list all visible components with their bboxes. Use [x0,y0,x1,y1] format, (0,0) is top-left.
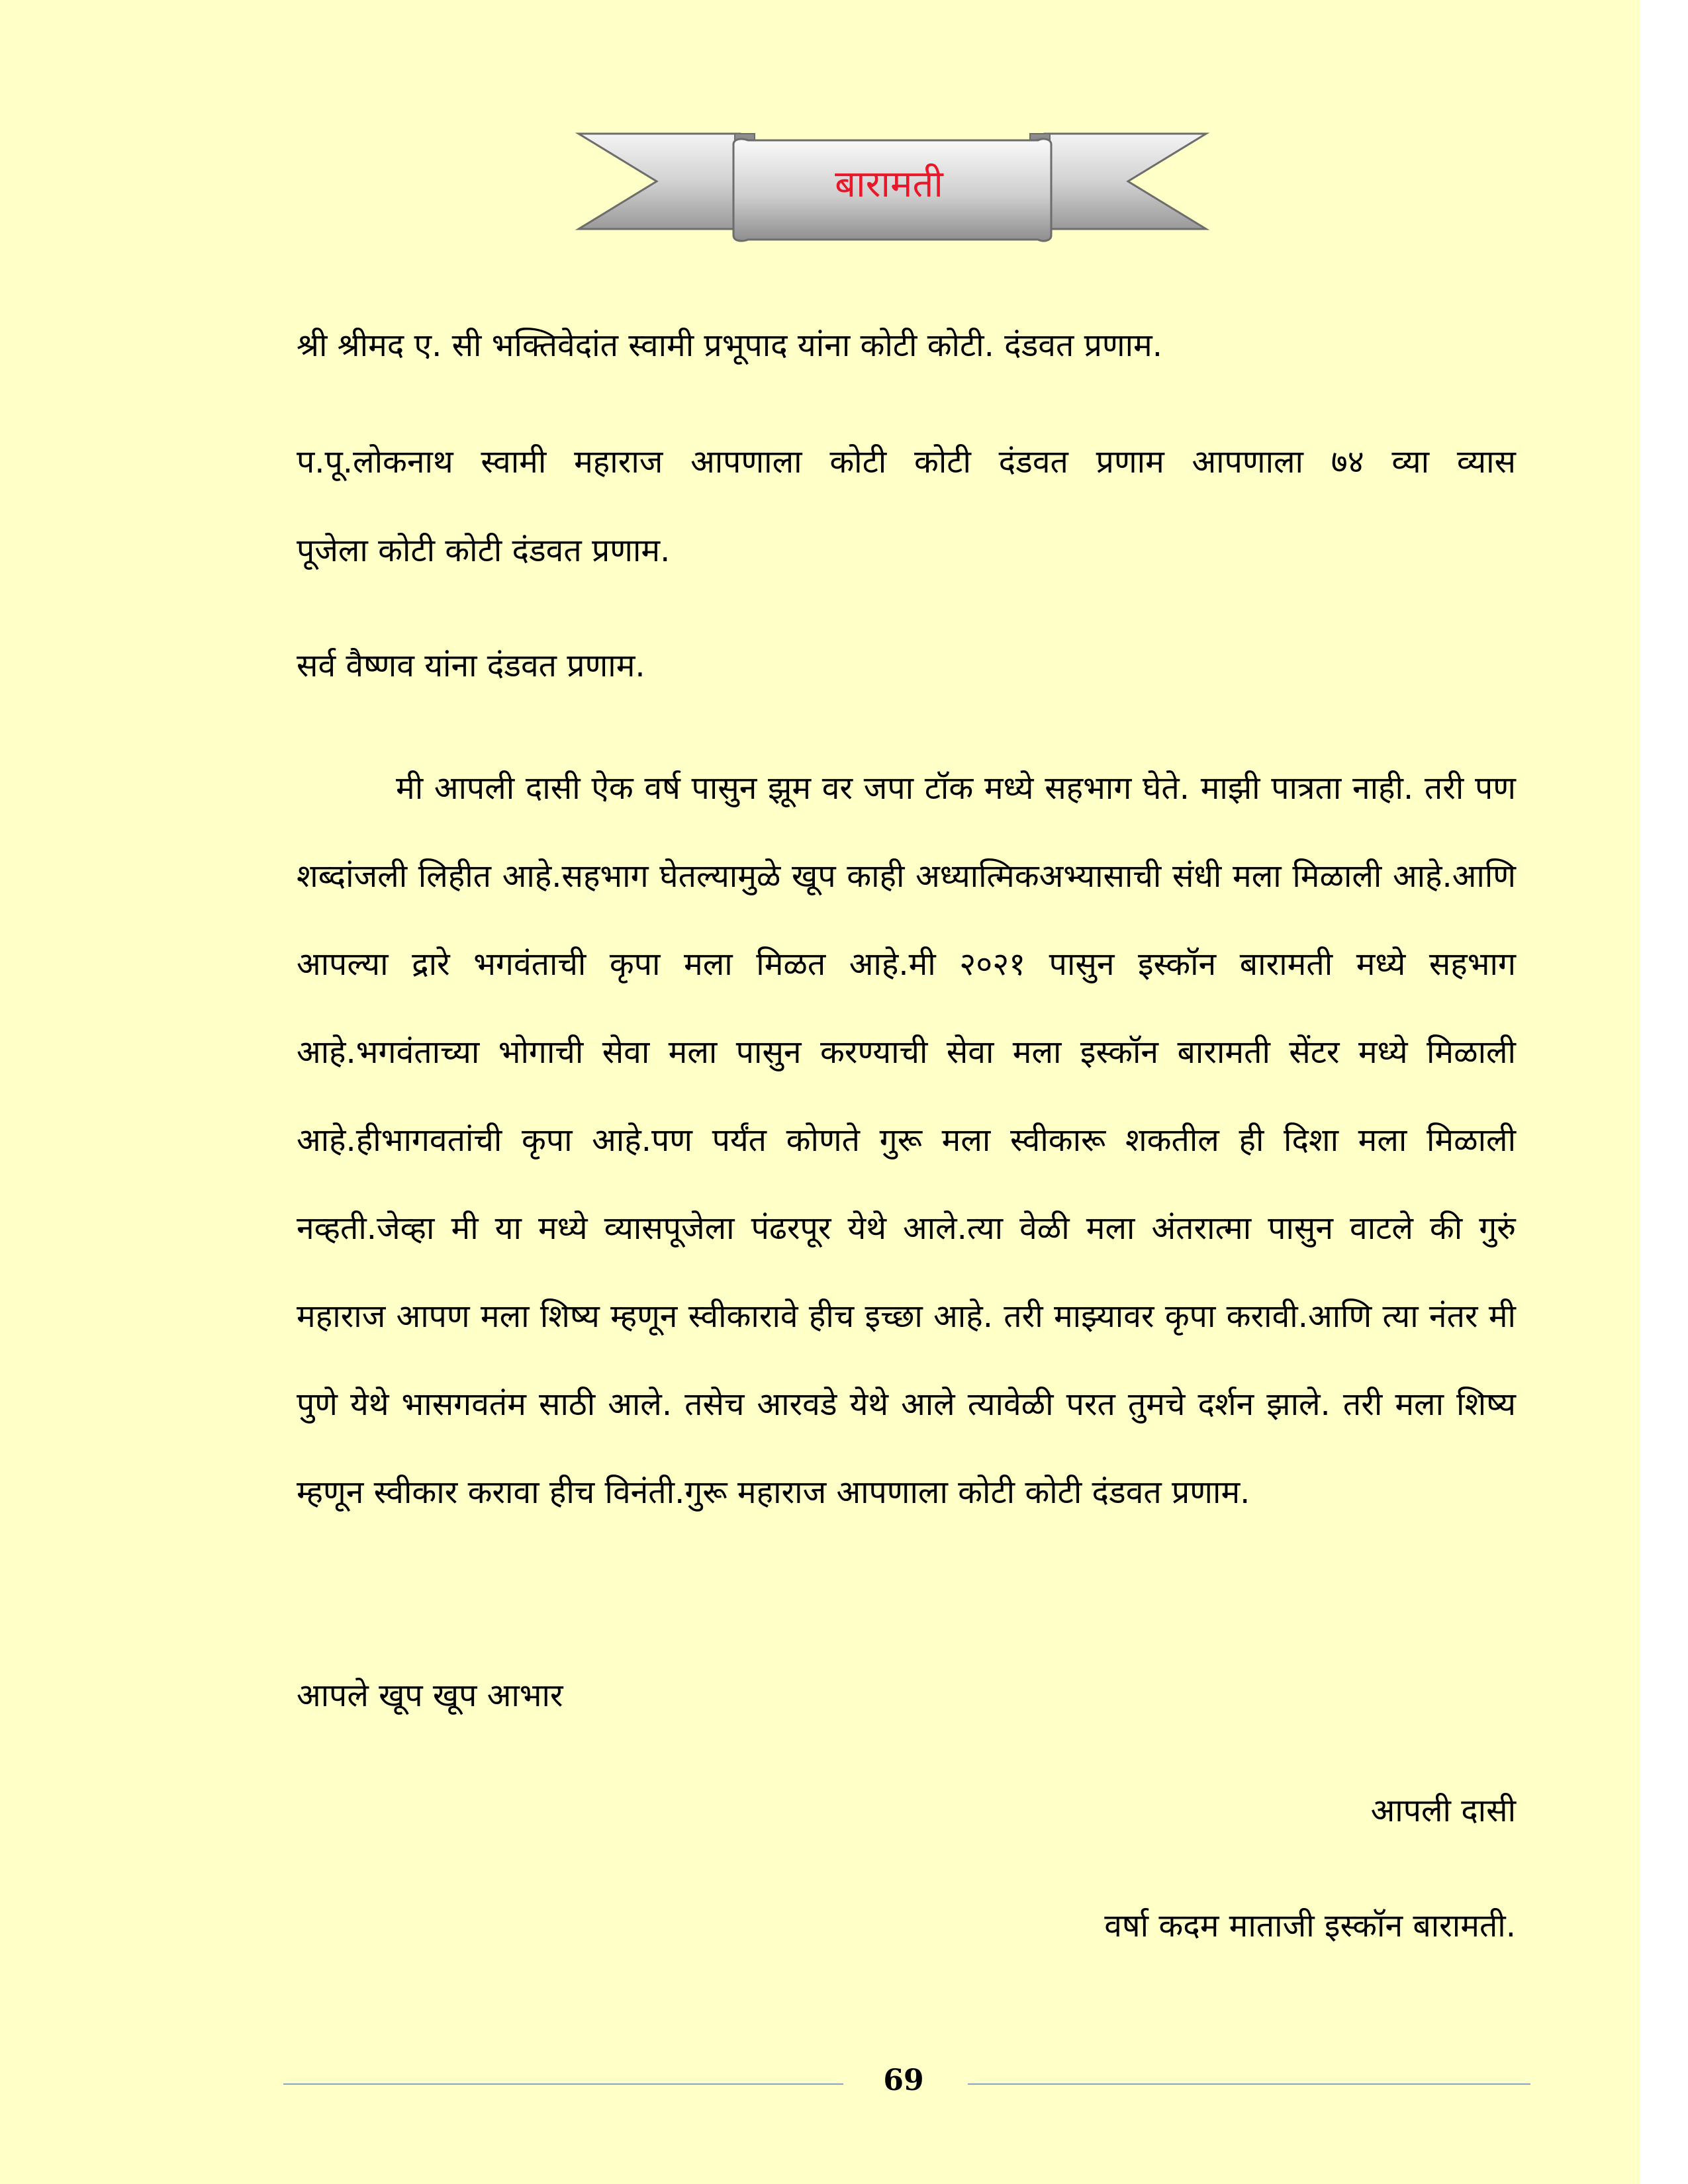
footer-rule-right [968,2083,1530,2085]
salutation-prabhupada: श्री श्रीमद ए. सी भक्तिवेदांत स्वामी प्रभूपाद यांना कोटी कोटी. दंडवत प्रणाम. [297,327,1163,364]
banner-title: बारामती [835,163,943,206]
salutation-vaishnavas: सर्व वैष्णव यांना दंडवत प्रणाम. [297,647,645,684]
footer-rule-left [283,2083,843,2085]
thanks-line: आपले खूप खूप आभार [297,1677,563,1714]
salutation-lokanath-line2: पूजेला कोटी कोटी दंडवत प्रणाम. [297,532,671,569]
salutation-lokanath-line1: प.पू.लोकनाथ स्वामी महाराज आपणाला कोटी कोटी दंडवत प्रणाम आपणाला ७४ व्या व्यास [297,443,1516,480]
signature: वर्षा कदम माताजी इस्कॉन बारामती. [1104,1907,1516,1944]
page-number: 69 [883,2064,924,2097]
signoff: आपली दासी [1370,1792,1516,1829]
title-banner [575,130,1210,249]
offering-paragraph: मी आपली दासी ऐक वर्ष पासुन झूम वर जपा टॉक मध्ये सहभाग घेते. माझी पात्रता नाही. तरी पण शब्दांजली लिहीत आहे.सहभाग घेतल्यामुळे खूप काही अध्यात्मिकअभ्यासाची संधी मला मिळाली आहे.आणि आपल्या द्रारे भगवंताची कृपा मला मिळत आहे.मी २०२१ पासुन इस्कॉन बारामती मध्ये सहभाग आहे.भगवंताच्या भोगाची सेवा मला पासुन करण्याची सेवा मला इस्कॉन बारामती सेंटर मध्ये मिळाली आहे.हीभागवतांची कृपा आहे.पण पर्यंत कोणते गुरू मला स्वीकारू शकतील ही दिशा मला मिळाली नव्हती.जेव्हा मी या मध्ये व्यासपूजेला पंढरपूर येथे आले.त्या वेळी मला अंतरात्मा पासुन वाटले की गुरुं महाराज आपण मला शिष्य म्हणून स्वीकारावे हीच इच्छा आहे. तरी माझ्यावर कृपा करावी.आणि त्या नंतर मी पुणे येथे भासगवतंम साठी आले. तसेच आरवडे येथे आले त्यावेळी परत तुमचे दर्शन झाले. तरी मला शिष्य म्हणून स्वीकार करावा हीच विनंती.गुरू महाराज आपणाला कोटी कोटी दंडवत प्रणाम. [297,770,1516,1511]
